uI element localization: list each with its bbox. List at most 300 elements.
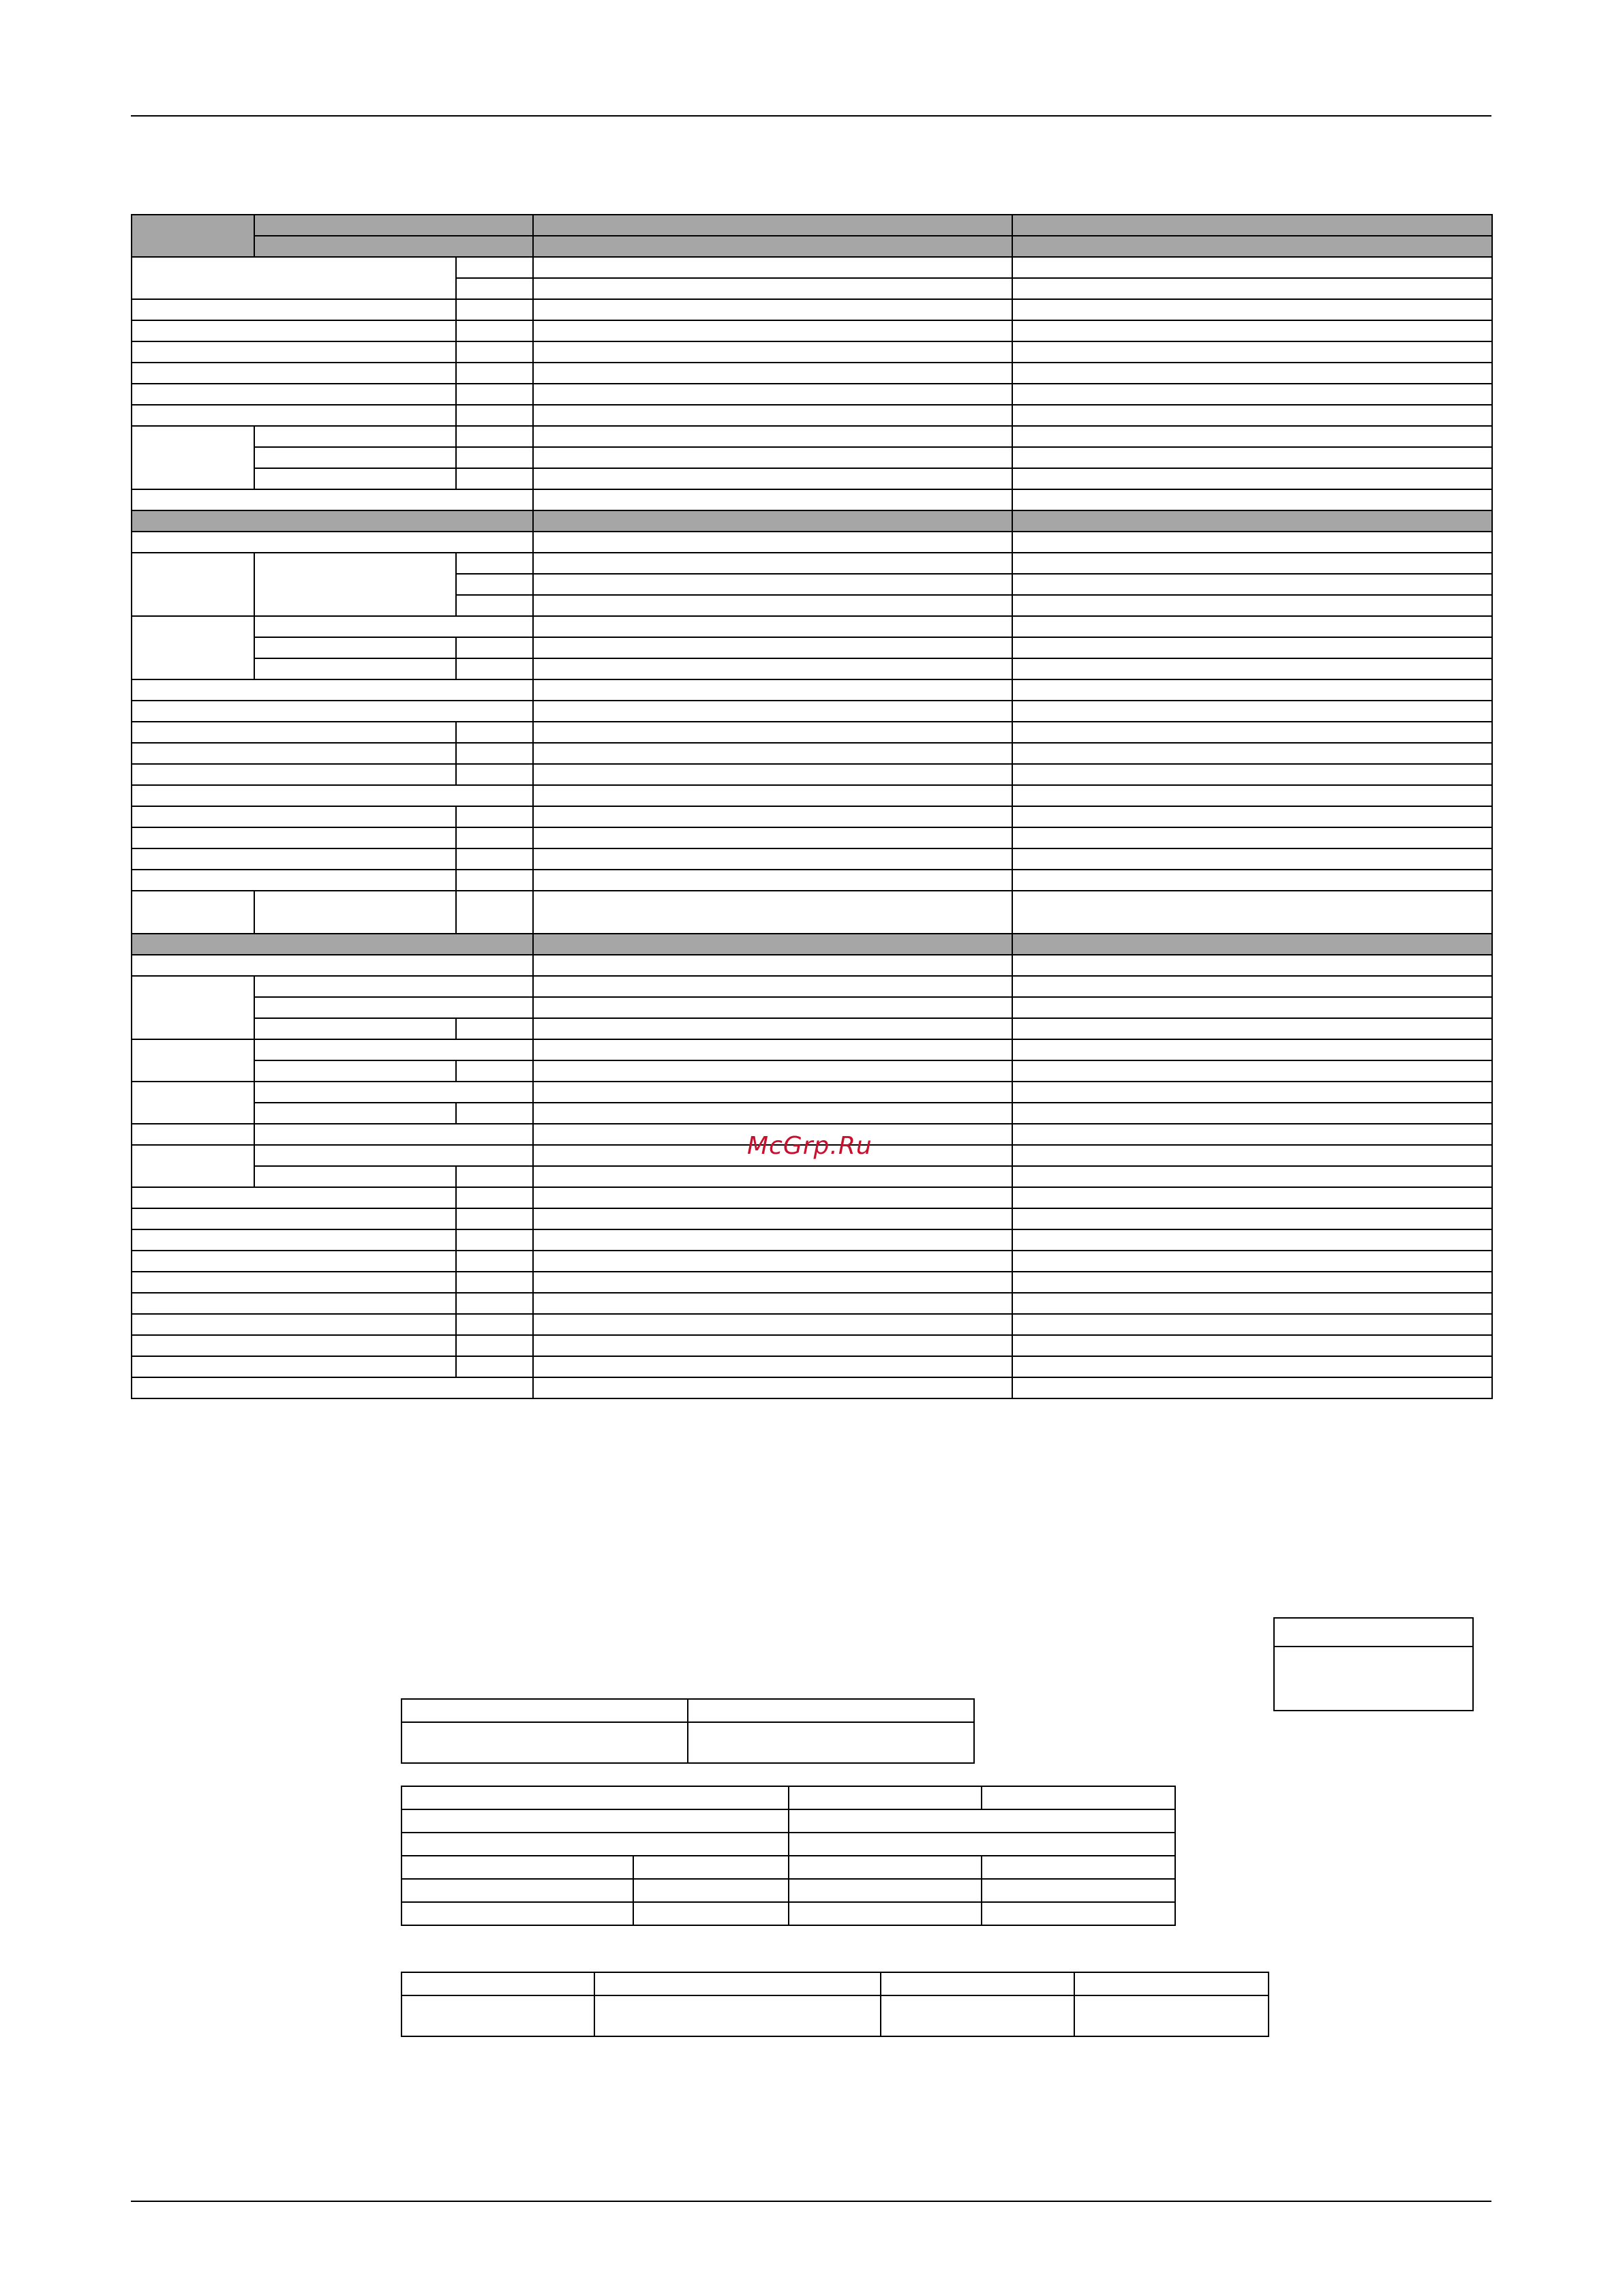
table-cell — [533, 1377, 1012, 1398]
table-row — [132, 616, 1492, 637]
table-cell — [401, 1972, 594, 1995]
table-cell — [1012, 447, 1492, 468]
table-cell — [1074, 1995, 1269, 2036]
table-row — [132, 806, 1492, 827]
table-cell — [254, 447, 456, 468]
table-cell — [1012, 426, 1492, 447]
table-cell — [132, 532, 533, 553]
table-cell — [1012, 1060, 1492, 1082]
table-cell — [132, 785, 533, 806]
table-cell — [132, 870, 456, 891]
table-row — [132, 1356, 1492, 1377]
section-header-cell — [132, 510, 533, 532]
table-row — [132, 976, 1492, 997]
table-cell — [1012, 299, 1492, 320]
table-cell — [132, 616, 254, 679]
table-row — [401, 1879, 1175, 1902]
table-cell — [688, 1722, 974, 1763]
table-row — [132, 1314, 1492, 1335]
table-cell — [633, 1856, 789, 1879]
table-cell — [1012, 806, 1492, 827]
table-cell — [456, 1018, 533, 1039]
table-row — [132, 1082, 1492, 1103]
table-cell — [132, 363, 456, 384]
table-cell — [456, 299, 533, 320]
table-cell — [456, 1060, 533, 1082]
table-cell — [533, 1187, 1012, 1208]
table-cell — [456, 341, 533, 363]
table-cell — [456, 1356, 533, 1377]
table-cell — [132, 1335, 456, 1356]
table-cell — [132, 489, 533, 510]
table-row — [132, 532, 1492, 553]
table-cell — [1012, 1018, 1492, 1039]
table-cell — [533, 764, 1012, 785]
table-cell — [533, 384, 1012, 405]
table-row — [132, 299, 1492, 320]
table-cell — [533, 1039, 1012, 1060]
table-cell — [533, 1082, 1012, 1103]
table-cell — [1012, 1103, 1492, 1124]
table-cell — [456, 1314, 533, 1335]
section-header-cell — [132, 934, 533, 955]
table-cell — [1012, 1293, 1492, 1314]
table-row — [132, 870, 1492, 891]
table-cell — [456, 595, 533, 616]
table-cell — [132, 722, 456, 743]
table-cell — [132, 1039, 254, 1082]
table-cell — [1012, 1229, 1492, 1251]
table-cell — [533, 848, 1012, 870]
table-row — [132, 426, 1492, 447]
table-cell — [401, 1879, 633, 1902]
table-row — [132, 1208, 1492, 1229]
table-row — [132, 341, 1492, 363]
table-cell — [1012, 679, 1492, 701]
table-cell — [1012, 1166, 1492, 1187]
table-cell — [132, 405, 456, 426]
table-cell — [533, 1335, 1012, 1356]
table-cell — [982, 1786, 1175, 1809]
table-cell — [456, 1208, 533, 1229]
small-table-1 — [401, 1698, 975, 1764]
table-cell — [533, 870, 1012, 891]
table-cell — [456, 1187, 533, 1208]
table-row — [401, 1699, 974, 1722]
table-row — [132, 1018, 1492, 1039]
table-cell — [132, 743, 456, 764]
table-cell — [456, 806, 533, 827]
table-cell — [533, 1293, 1012, 1314]
table-cell — [1012, 1272, 1492, 1293]
table-cell — [533, 1208, 1012, 1229]
table-cell — [1012, 1208, 1492, 1229]
table-cell — [533, 743, 1012, 764]
table-row — [132, 848, 1492, 870]
side-note-divider — [1275, 1646, 1472, 1647]
table-cell — [456, 658, 533, 679]
section-header-cell — [533, 934, 1012, 955]
table-row — [401, 1833, 1175, 1856]
table-cell — [1012, 658, 1492, 679]
table-cell — [456, 1272, 533, 1293]
table-cell — [132, 320, 456, 341]
table-cell — [401, 1809, 789, 1833]
table-cell — [254, 1103, 456, 1124]
table-cell — [789, 1809, 1175, 1833]
table-cell — [254, 1082, 533, 1103]
table-row — [132, 1293, 1492, 1314]
table-row — [132, 468, 1492, 489]
table-cell — [533, 1018, 1012, 1039]
table-cell — [254, 1124, 533, 1145]
table-row — [132, 955, 1492, 976]
section-header-cell — [1012, 510, 1492, 532]
table-cell — [1012, 553, 1492, 574]
header-rule — [131, 115, 1491, 117]
spec-table — [131, 214, 1493, 1399]
table-cell — [533, 363, 1012, 384]
table-cell — [132, 764, 456, 785]
table-cell — [254, 553, 456, 616]
table-cell — [789, 1856, 982, 1879]
table-row — [401, 1972, 1269, 1995]
table-cell — [456, 1103, 533, 1124]
table-cell — [533, 257, 1012, 278]
table-cell — [533, 320, 1012, 341]
table-cell — [533, 447, 1012, 468]
table-cell — [401, 1833, 789, 1856]
table-cell — [132, 701, 533, 722]
table-row — [132, 1229, 1492, 1251]
table-cell — [456, 827, 533, 848]
table-cell — [132, 1251, 456, 1272]
table-cell — [254, 468, 456, 489]
table-cell — [789, 1833, 1175, 1856]
table-row — [401, 1856, 1175, 1879]
table-cell — [401, 1699, 688, 1722]
table-cell — [456, 870, 533, 891]
table-cell — [401, 1722, 688, 1763]
table-cell — [533, 891, 1012, 934]
table-cell — [1012, 1124, 1492, 1145]
table-cell — [132, 1314, 456, 1335]
table-row — [132, 764, 1492, 785]
table-cell — [1012, 722, 1492, 743]
table-row — [132, 1060, 1492, 1082]
table-cell — [789, 1786, 982, 1809]
table-cell — [132, 215, 254, 257]
table-cell — [254, 891, 456, 934]
table-row — [132, 1377, 1492, 1398]
table-cell — [533, 658, 1012, 679]
watermark-text: McGrp.Ru — [747, 1132, 873, 1160]
table-cell — [1012, 405, 1492, 426]
table-row — [132, 1335, 1492, 1356]
table-cell — [1012, 1356, 1492, 1377]
table-cell — [401, 1902, 633, 1925]
table-row — [401, 1722, 974, 1763]
table-cell — [254, 997, 533, 1018]
table-cell — [533, 806, 1012, 827]
table-cell — [456, 384, 533, 405]
table-cell — [533, 299, 1012, 320]
table-row — [401, 1995, 1269, 2036]
table-cell — [456, 1293, 533, 1314]
table-cell — [1012, 384, 1492, 405]
table-cell — [533, 236, 1012, 257]
table-cell — [1012, 1335, 1492, 1356]
table-row — [132, 1166, 1492, 1187]
table-cell — [533, 1314, 1012, 1335]
table-cell — [456, 722, 533, 743]
table-cell — [132, 827, 456, 848]
table-cell — [254, 1018, 456, 1039]
table-row — [132, 827, 1492, 848]
table-cell — [132, 848, 456, 870]
table-cell — [1012, 743, 1492, 764]
table-row — [132, 447, 1492, 468]
table-cell — [401, 1786, 789, 1809]
table-cell — [533, 574, 1012, 595]
table-row — [132, 405, 1492, 426]
table-cell — [254, 236, 533, 257]
table-cell — [1012, 341, 1492, 363]
table-row — [132, 891, 1492, 934]
table-cell — [533, 553, 1012, 574]
table-row — [132, 320, 1492, 341]
table-cell — [456, 553, 533, 574]
section-header-cell — [533, 510, 1012, 532]
table-cell — [254, 1060, 456, 1082]
table-cell — [881, 1995, 1074, 2036]
table-cell — [1012, 257, 1492, 278]
table-cell — [132, 257, 456, 299]
table-cell — [1012, 955, 1492, 976]
table-cell — [1012, 764, 1492, 785]
table-cell — [533, 976, 1012, 997]
table-cell — [254, 976, 533, 997]
table-cell — [132, 1272, 456, 1293]
table-row — [132, 363, 1492, 384]
table-cell — [982, 1879, 1175, 1902]
table-cell — [132, 1145, 254, 1187]
table-cell — [594, 1972, 881, 1995]
table-cell — [1012, 1082, 1492, 1103]
table-cell — [1012, 215, 1492, 236]
table-cell — [1012, 1377, 1492, 1398]
table-cell — [456, 743, 533, 764]
table-cell — [456, 764, 533, 785]
table-cell — [1012, 468, 1492, 489]
table-cell — [132, 1208, 456, 1229]
table-cell — [132, 299, 456, 320]
table-cell — [1012, 785, 1492, 806]
table-row — [401, 1786, 1175, 1809]
table-cell — [456, 278, 533, 299]
table-cell — [533, 997, 1012, 1018]
table-cell — [533, 827, 1012, 848]
table-cell — [533, 955, 1012, 976]
table-cell — [132, 1293, 456, 1314]
table-row — [132, 384, 1492, 405]
table-cell — [1012, 976, 1492, 997]
table-cell — [456, 1335, 533, 1356]
table-cell — [456, 637, 533, 658]
table-cell — [132, 806, 456, 827]
table-cell — [533, 489, 1012, 510]
table-cell — [533, 215, 1012, 236]
table-cell — [533, 341, 1012, 363]
table-cell — [533, 595, 1012, 616]
table-cell — [1012, 320, 1492, 341]
table-cell — [401, 1856, 633, 1879]
table-cell — [533, 532, 1012, 553]
table-row — [132, 722, 1492, 743]
table-cell — [132, 955, 533, 976]
table-cell — [401, 1995, 594, 2036]
small-table-2 — [401, 1786, 1176, 1926]
table-cell — [132, 426, 254, 489]
table-cell — [132, 341, 456, 363]
table-row — [132, 1272, 1492, 1293]
table-row — [132, 1039, 1492, 1060]
table-row — [132, 658, 1492, 679]
side-note-box — [1273, 1617, 1474, 1711]
table-cell — [1012, 574, 1492, 595]
table-cell — [533, 722, 1012, 743]
table-cell — [533, 701, 1012, 722]
table-cell — [456, 1251, 533, 1272]
footer-rule — [131, 2201, 1491, 2202]
table-row — [132, 553, 1492, 574]
section-header-cell — [1012, 934, 1492, 955]
table-cell — [254, 637, 456, 658]
table-cell — [456, 405, 533, 426]
table-cell — [533, 1103, 1012, 1124]
table-row — [401, 1902, 1175, 1925]
table-cell — [533, 1251, 1012, 1272]
table-cell — [456, 363, 533, 384]
table-cell — [1012, 997, 1492, 1018]
table-cell — [1012, 891, 1492, 934]
table-cell — [132, 891, 254, 934]
table-cell — [1012, 870, 1492, 891]
table-cell — [789, 1902, 982, 1925]
table-cell — [456, 1229, 533, 1251]
table-cell — [533, 405, 1012, 426]
table-row — [132, 679, 1492, 701]
table-cell — [1012, 489, 1492, 510]
table-cell — [1012, 363, 1492, 384]
table-cell — [456, 1166, 533, 1187]
table-row — [132, 489, 1492, 510]
table-cell — [1012, 1251, 1492, 1272]
table-cell — [533, 468, 1012, 489]
table-cell — [456, 848, 533, 870]
table-row — [401, 1809, 1175, 1833]
table-row — [132, 257, 1492, 278]
table-cell — [254, 215, 533, 236]
table-cell — [254, 658, 456, 679]
table-cell — [982, 1856, 1175, 1879]
table-cell — [1012, 595, 1492, 616]
table-cell — [132, 1082, 254, 1124]
table-cell — [132, 976, 254, 1039]
table-cell — [533, 426, 1012, 447]
table-cell — [132, 679, 533, 701]
small-table-3 — [401, 1972, 1269, 2037]
table-cell — [254, 1039, 533, 1060]
table-cell — [456, 320, 533, 341]
table-cell — [132, 1187, 456, 1208]
table-cell — [594, 1995, 881, 2036]
table-cell — [688, 1699, 974, 1722]
table-row — [132, 701, 1492, 722]
table-row — [132, 510, 1492, 532]
table-cell — [456, 447, 533, 468]
table-cell — [132, 553, 254, 616]
table-cell — [789, 1879, 982, 1902]
table-cell — [1012, 616, 1492, 637]
table-cell — [533, 679, 1012, 701]
table-row — [132, 1251, 1492, 1272]
table-cell — [254, 1145, 533, 1166]
table-cell — [456, 574, 533, 595]
table-row — [132, 743, 1492, 764]
table-cell — [533, 785, 1012, 806]
table-cell — [533, 1356, 1012, 1377]
table-row — [132, 997, 1492, 1018]
table-row — [132, 637, 1492, 658]
table-cell — [533, 637, 1012, 658]
table-cell — [881, 1972, 1074, 1995]
table-row — [132, 1103, 1492, 1124]
table-cell — [254, 616, 533, 637]
table-cell — [533, 1229, 1012, 1251]
table-cell — [1012, 848, 1492, 870]
table-row — [132, 934, 1492, 955]
table-cell — [533, 1060, 1012, 1082]
table-cell — [533, 1272, 1012, 1293]
table-cell — [1012, 278, 1492, 299]
table-cell — [456, 426, 533, 447]
table-cell — [1012, 1039, 1492, 1060]
table-cell — [633, 1902, 789, 1925]
table-cell — [456, 257, 533, 278]
table-row — [132, 785, 1492, 806]
table-cell — [254, 1166, 456, 1187]
table-cell — [1012, 236, 1492, 257]
table-cell — [533, 616, 1012, 637]
table-cell — [132, 1229, 456, 1251]
table-cell — [456, 891, 533, 934]
table-cell — [132, 1124, 254, 1145]
table-cell — [1012, 701, 1492, 722]
table-cell — [456, 468, 533, 489]
table-cell — [1012, 1187, 1492, 1208]
table-cell — [1012, 827, 1492, 848]
table-cell — [633, 1879, 789, 1902]
table-cell — [1012, 637, 1492, 658]
table-cell — [1074, 1972, 1269, 1995]
table-cell — [254, 426, 456, 447]
table-cell — [132, 1356, 456, 1377]
table-cell — [1012, 532, 1492, 553]
table-row — [132, 215, 1492, 236]
table-cell — [533, 1166, 1012, 1187]
table-row — [132, 236, 1492, 257]
